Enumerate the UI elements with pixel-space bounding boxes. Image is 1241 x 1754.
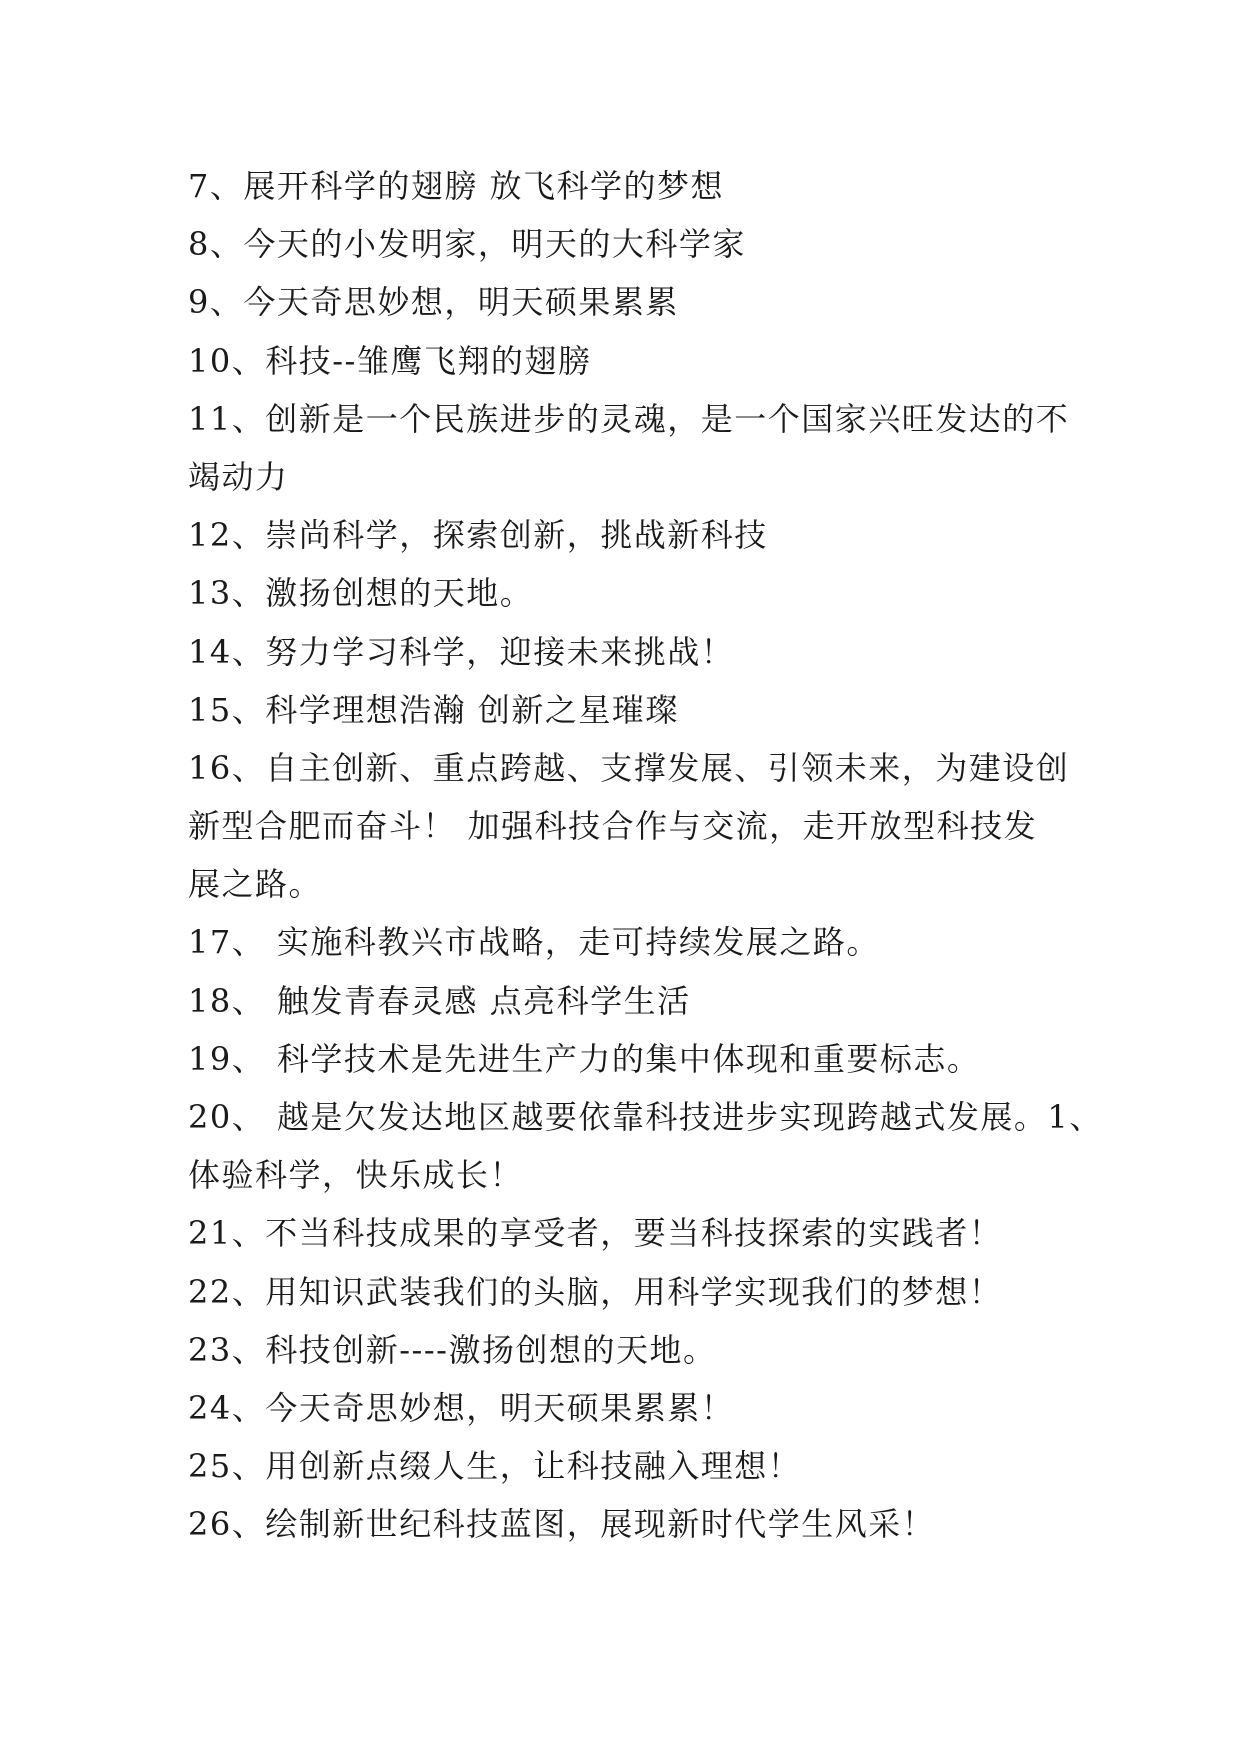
text-line: 展之路。 bbox=[188, 865, 323, 904]
text-line: 14、努力学习科学，迎接未来挑战！ bbox=[188, 632, 735, 671]
text-line: 25、用创新点缀人生，让科技融入理想！ bbox=[188, 1447, 802, 1486]
text-line: 17、 实施科教兴市战略，走可持续发展之路。 bbox=[188, 923, 880, 962]
text-line: 24、今天奇思妙想，明天硕果累累！ bbox=[188, 1388, 735, 1427]
text-line: 20、 越是欠发达地区越要依靠科技进步实现跨越式发展。1、 bbox=[188, 1098, 1103, 1136]
text-line: 21、不当科技成果的享受者，要当科技探索的实践者！ bbox=[188, 1214, 1003, 1253]
text-line: 9、今天奇思妙想，明天硕果累累 bbox=[188, 283, 679, 322]
text-line: 7、展开科学的翅膀 放飞科学的梦想 bbox=[188, 167, 725, 205]
text-line: 26、绘制新世纪科技蓝图，展现新时代学生风采！ bbox=[188, 1505, 936, 1544]
text-line: 体验科学，快乐成长！ bbox=[188, 1156, 524, 1195]
text-line: 15、科学理想浩瀚 创新之星璀璨 bbox=[188, 690, 679, 729]
text-line: 22、用知识武装我们的头脑，用科学实现我们的梦想！ bbox=[188, 1272, 1003, 1311]
slogan-list bbox=[188, 157, 1103, 1554]
text-line: 新型合肥而奋斗！ 加强科技合作与交流，走开放型科技发 bbox=[188, 807, 1038, 846]
text-line: 23、科技创新----激扬创想的天地。 bbox=[188, 1330, 717, 1369]
text-line: 10、科技--雏鹰飞翔的翅膀 bbox=[188, 341, 592, 380]
text-line: 16、自主创新、重点跨越、支撑发展、引领未来，为建设创 bbox=[188, 748, 1070, 787]
text-line: 11、创新是一个民族进步的灵魂，是一个国家兴旺发达的不 bbox=[188, 399, 1070, 438]
text-line: 19、 科学技术是先进生产力的集中体现和重要标志。 bbox=[188, 1039, 981, 1078]
text-line: 8、今天的小发明家，明天的大科学家 bbox=[188, 225, 746, 264]
text-line: 12、崇尚科学，探索创新，挑战新科技 bbox=[188, 516, 768, 555]
text-line: 18、 触发青春灵感 点亮科学生活 bbox=[188, 981, 691, 1020]
text-line: 竭动力 bbox=[188, 457, 289, 496]
text-line: 13、激扬创想的天地。 bbox=[188, 574, 534, 613]
